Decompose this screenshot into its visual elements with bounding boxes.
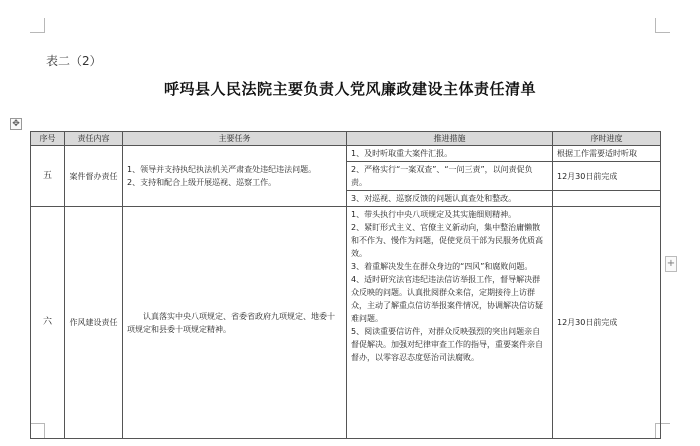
header-measures: 推进措施 (347, 132, 553, 146)
add-column-icon[interactable]: + (665, 256, 677, 272)
schedule-cell: 根据工作需要适时听取 (553, 146, 661, 162)
header-schedule: 序时进度 (553, 132, 661, 146)
measure-cell: 2、严格实行“一案双查”、“一问三责”，以问责促负责。 (347, 162, 553, 191)
header-content: 责任内容 (65, 132, 123, 146)
row-content: 作风建设责任 (65, 207, 123, 439)
responsibility-table (30, 131, 661, 439)
measure-cell: 1、及时听取重大案件汇报。 (347, 146, 553, 162)
header-seq: 序号 (31, 132, 65, 146)
table-label: 表二（2） (46, 54, 102, 68)
table-row (31, 146, 661, 162)
crop-mark-top-left (30, 18, 45, 33)
row-seq: 五 (31, 146, 65, 207)
row-seq: 六 (31, 207, 65, 439)
row-main-task (123, 146, 347, 207)
schedule-cell: 12月30日前完成 (553, 162, 661, 191)
table-header-row (31, 132, 661, 146)
row-main-task: 认真落实中央八项规定、省委省政府九项规定、地委十项规定和县委十项规定精神。 (123, 207, 347, 439)
table-move-icon[interactable]: ✥ (10, 118, 22, 130)
schedule-cell (553, 191, 661, 207)
main-task-line: 1、领导并支持执纪执法机关严肃查处违纪违法问题。 (127, 165, 317, 174)
table-row (31, 207, 661, 439)
measure-cell: 1、带头执行中央八项规定及其实施细则精神。 2、紧盯形式主义、官僚主义新动向，集中整治庸懒散和不作为、慢作为问题，促使党员干部为民服务优质高效。 3、着重解决发生在群众身边的“四风”和腐败问题。 4、适时研究法官违纪违法信访举报工作，督导解决群众反映的问题。认真批阅群众来信，定期接待上访群众，主动了解重点信访举报案件情况，协调解决信访疑难问题。 5、阅读重要信访件，对群众反映强烈的突出问题亲自督促解决。加强对纪律审查工作的指导，重要案件亲自督办，以零容忍态度惩治司法腐败。 (347, 207, 553, 439)
schedule-cell: 12月30日前完成 (553, 207, 661, 439)
row-content: 案件督办责任 (65, 146, 123, 207)
header-main-task: 主要任务 (123, 132, 347, 146)
measure-cell: 3、对巡视、巡察反馈的问题认真查处和整改。 (347, 191, 553, 207)
page-title: 呼玛县人民法院主要负责人党风廉政建设主体责任清单 (163, 80, 536, 98)
main-task-line: 2、支持和配合上级开展巡视、巡察工作。 (127, 178, 277, 187)
crop-mark-top-right (655, 18, 670, 33)
